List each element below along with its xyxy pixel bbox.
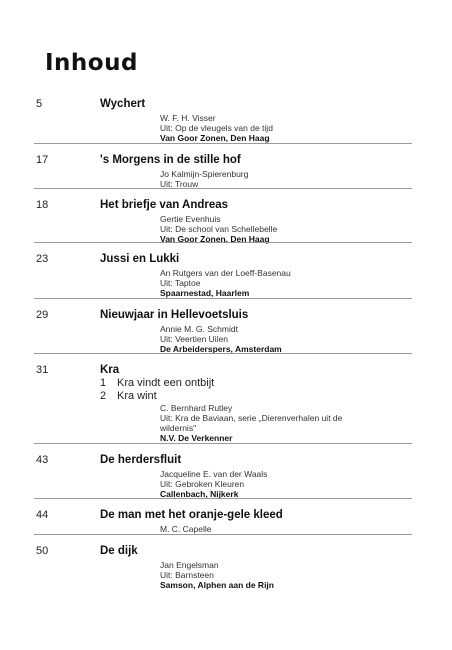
entry-title: Jussi en Lukki xyxy=(100,253,180,265)
entry-author: An Rutgers van der Loeff-Basenau xyxy=(160,268,291,278)
page-number: 23 xyxy=(36,253,49,265)
entry-meta xyxy=(160,560,380,590)
entry-publisher: N.V. De Verkenner xyxy=(160,433,233,443)
entry-title: Wychert xyxy=(100,98,146,110)
divider xyxy=(34,353,412,354)
entry-meta xyxy=(160,324,380,354)
entry-title: De man met het oranje-gele kleed xyxy=(100,509,283,521)
entry-meta xyxy=(160,113,380,143)
page-number: 17 xyxy=(36,154,49,166)
entry-source: Uit: De school van Schellebelle xyxy=(160,224,278,234)
divider xyxy=(34,534,412,535)
entry-author: M. C. Capelle xyxy=(160,524,212,534)
sub-item-text: Kra vindt een ontbijt xyxy=(117,377,215,389)
entry-title: Kra xyxy=(100,364,120,376)
divider xyxy=(34,498,412,499)
entry-meta xyxy=(160,469,380,499)
divider xyxy=(34,143,412,144)
divider xyxy=(34,188,412,189)
sub-item-number: 1 xyxy=(100,377,107,389)
entry-meta xyxy=(160,214,380,244)
page-title: Inhoud xyxy=(45,50,138,76)
entry-meta xyxy=(160,403,382,443)
sub-item xyxy=(100,377,214,389)
entry-meta xyxy=(160,169,380,189)
entry-source: Uit: Op de vleugels van de tijd xyxy=(160,123,273,133)
entry-source: Uit: Gebroken Kleuren xyxy=(160,479,245,489)
entry-source: Uit: Trouw xyxy=(160,179,199,189)
entry-source: Uit: Barnsteen xyxy=(160,570,214,580)
entry-title: 's Morgens in de stille hof xyxy=(100,154,241,166)
entry-author: W. F. H. Visser xyxy=(160,113,216,123)
entry-publisher: Van Goor Zonen, Den Haag xyxy=(160,234,270,244)
page-number: 18 xyxy=(36,199,49,211)
entry-author: C. Bernhard Rutley xyxy=(160,403,233,413)
entry-source: Uit: Kra de Baviaan, serie „Dierenverhalen uit de xyxy=(160,413,343,423)
page-number: 44 xyxy=(36,509,49,521)
entry-meta xyxy=(160,268,380,298)
entry-author: Jan Engelsman xyxy=(160,560,219,570)
entry-author: Jacqueline E. van der Waals xyxy=(160,469,268,479)
entry-meta xyxy=(160,524,380,534)
divider xyxy=(34,298,412,299)
entry-author: Gertie Evenhuis xyxy=(160,214,221,224)
page-number: 5 xyxy=(36,98,43,110)
entry-source: Uit: Taptoe xyxy=(160,278,201,288)
divider xyxy=(34,443,412,444)
entry-publisher: Callenbach, Nijkerk xyxy=(160,489,239,499)
sub-item-number: 2 xyxy=(100,390,107,402)
page-number: 43 xyxy=(36,454,49,466)
entry-author: Jo Kalmijn-Spierenburg xyxy=(160,169,249,179)
sub-item-text: Kra wint xyxy=(117,390,157,402)
page-number: 29 xyxy=(36,309,49,321)
sub-item xyxy=(100,390,157,402)
entry-author: Annie M. G. Schmidt xyxy=(160,324,238,334)
entry-publisher: Spaarnestad, Haarlem xyxy=(160,288,250,298)
entry-title: De dijk xyxy=(100,545,138,557)
divider xyxy=(34,242,412,243)
entry-publisher: De Arbeiderspers, Amsterdam xyxy=(160,344,282,354)
entry-source: Uit: Veertien Uilen xyxy=(160,334,229,344)
entry-source-continued: wildernis" xyxy=(160,423,197,433)
page-number: 31 xyxy=(36,364,49,376)
entry-title: De herdersfluit xyxy=(100,454,182,466)
entry-publisher: Van Goor Zonen, Den Haag xyxy=(160,133,270,143)
entry-publisher: Samson, Alphen aan de Rijn xyxy=(160,580,274,590)
page-number: 50 xyxy=(36,545,49,557)
entry-title: Nieuwjaar in Hellevoetsluis xyxy=(100,309,249,321)
entry-title: Het briefje van Andreas xyxy=(100,199,229,211)
